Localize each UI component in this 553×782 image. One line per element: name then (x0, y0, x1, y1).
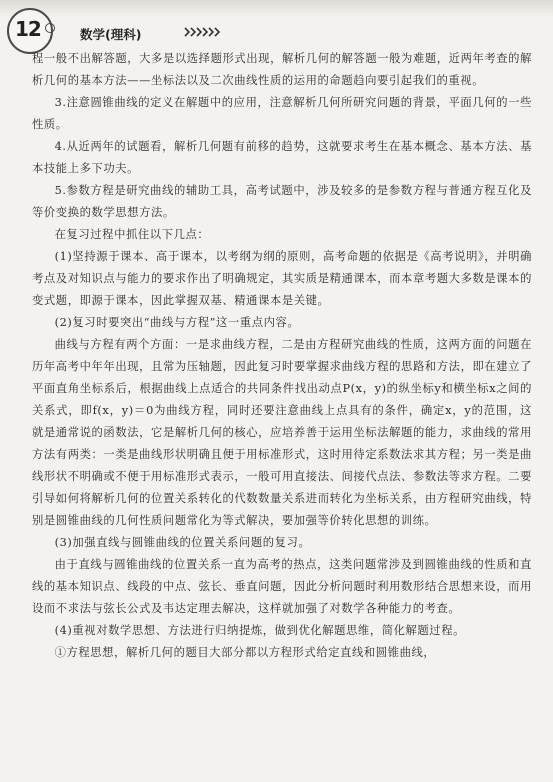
page-header (0, 0, 553, 52)
header-gradient-bar (0, 0, 553, 18)
paragraph: (4)重视对数学思想、方法进行归纳提炼，做到优化解题思维，简化解题过程。 (54, 624, 465, 637)
paragraph: (2)复习时要突出“曲线与方程”这一重点内容。 (54, 316, 300, 329)
page-number: 12 (15, 17, 41, 41)
paragraph: (1)坚持源于课本、高于课本，以考纲为纲的原则，高考命题的依据是《高考说明》，并明确考点及对知识点与能力的要求作出了明确规定，其实质是精通课本，而本章考题大多数是课本的变式题，即源于课本，因此掌握双基、精通课本是关键。 (32, 250, 532, 307)
paragraph: (3)加强直线与圆锥曲线的位置关系问题的复习。 (54, 536, 311, 549)
paragraph: 3.注意圆锥曲线的定义在解题中的应用，注意解析几何所研究问题的背景，平面几何的一些性质。 (32, 96, 532, 131)
paragraph: 在复习过程中抓住以下几点： (54, 228, 210, 241)
paragraph: 程一般不出解答题，大多是以选择题形式出现，解析几何的解答题一般为难题，近两年考查的解析几何的基本方法——坐标法以及二次曲线性质的运用的命题趋向要引起我们的重视。 (32, 52, 532, 87)
subject-title: 数学(理科) (80, 27, 142, 42)
paragraph: 曲线与方程有两个方面：一是求曲线方程，二是由方程研究曲线的性质，这两方面的问题在历年高考中年年出现，且常为压轴题，因此复习时要掌握求曲线方程的思路和方法，即在建立了平面直角坐标系后，根据曲线上点适合的共同条件找出动点P(x，y)的纵坐标y和横坐标x之间的关系式，即f(x，y)＝0为曲线方程，同时还要注意曲线上点具有的条件，确定x，y的范围，这就是通常说的函数法，它是解析几何的核心，应培养善于运用坐标法解题的能力，求曲线的常用方法有两类：一类是曲线形状明确且便于用标准形式，这时用待定系数法求其方程；另一类是曲线形状不明确或不便于用标准形式表示，一般可用直接法、间接代点法、参数法等求方程。二要引导如何将解析几何的位置关系转化的代数数量关系进而转化为坐标关系，由方程研究曲线，特别是圆锥曲线的几何性质问题常化为等式解决，要加强等价转化思想的训练。 (32, 338, 532, 527)
paragraph: 由于直线与圆锥曲线的位置关系一直为高考的热点，这类问题常涉及到圆锥曲线的性质和直线的基本知识点、线段的中点、弦长、垂直问题，因此分析问题时利用数形结合思想来设，而用设而不求法与弦长公式及韦达定理去解决，这样就加强了对数学各种能力的考查。 (32, 558, 532, 615)
body-text (32, 48, 532, 664)
paragraph: 4.从近两年的试题看，解析几何题有前移的趋势，这就要求考生在基本概念、基本方法、基本技能上多下功夫。 (32, 140, 532, 175)
paragraph: ①方程思想，解析几何的题目大部分都以方程形式给定直线和圆锥曲线， (54, 646, 436, 659)
chevron-arrows-icon (183, 26, 223, 38)
paragraph: 5.参数方程是研究曲线的辅助工具，高考试题中，涉及较多的是参数方程与普通方程互化及等价变换的数学思想方法。 (32, 184, 532, 219)
